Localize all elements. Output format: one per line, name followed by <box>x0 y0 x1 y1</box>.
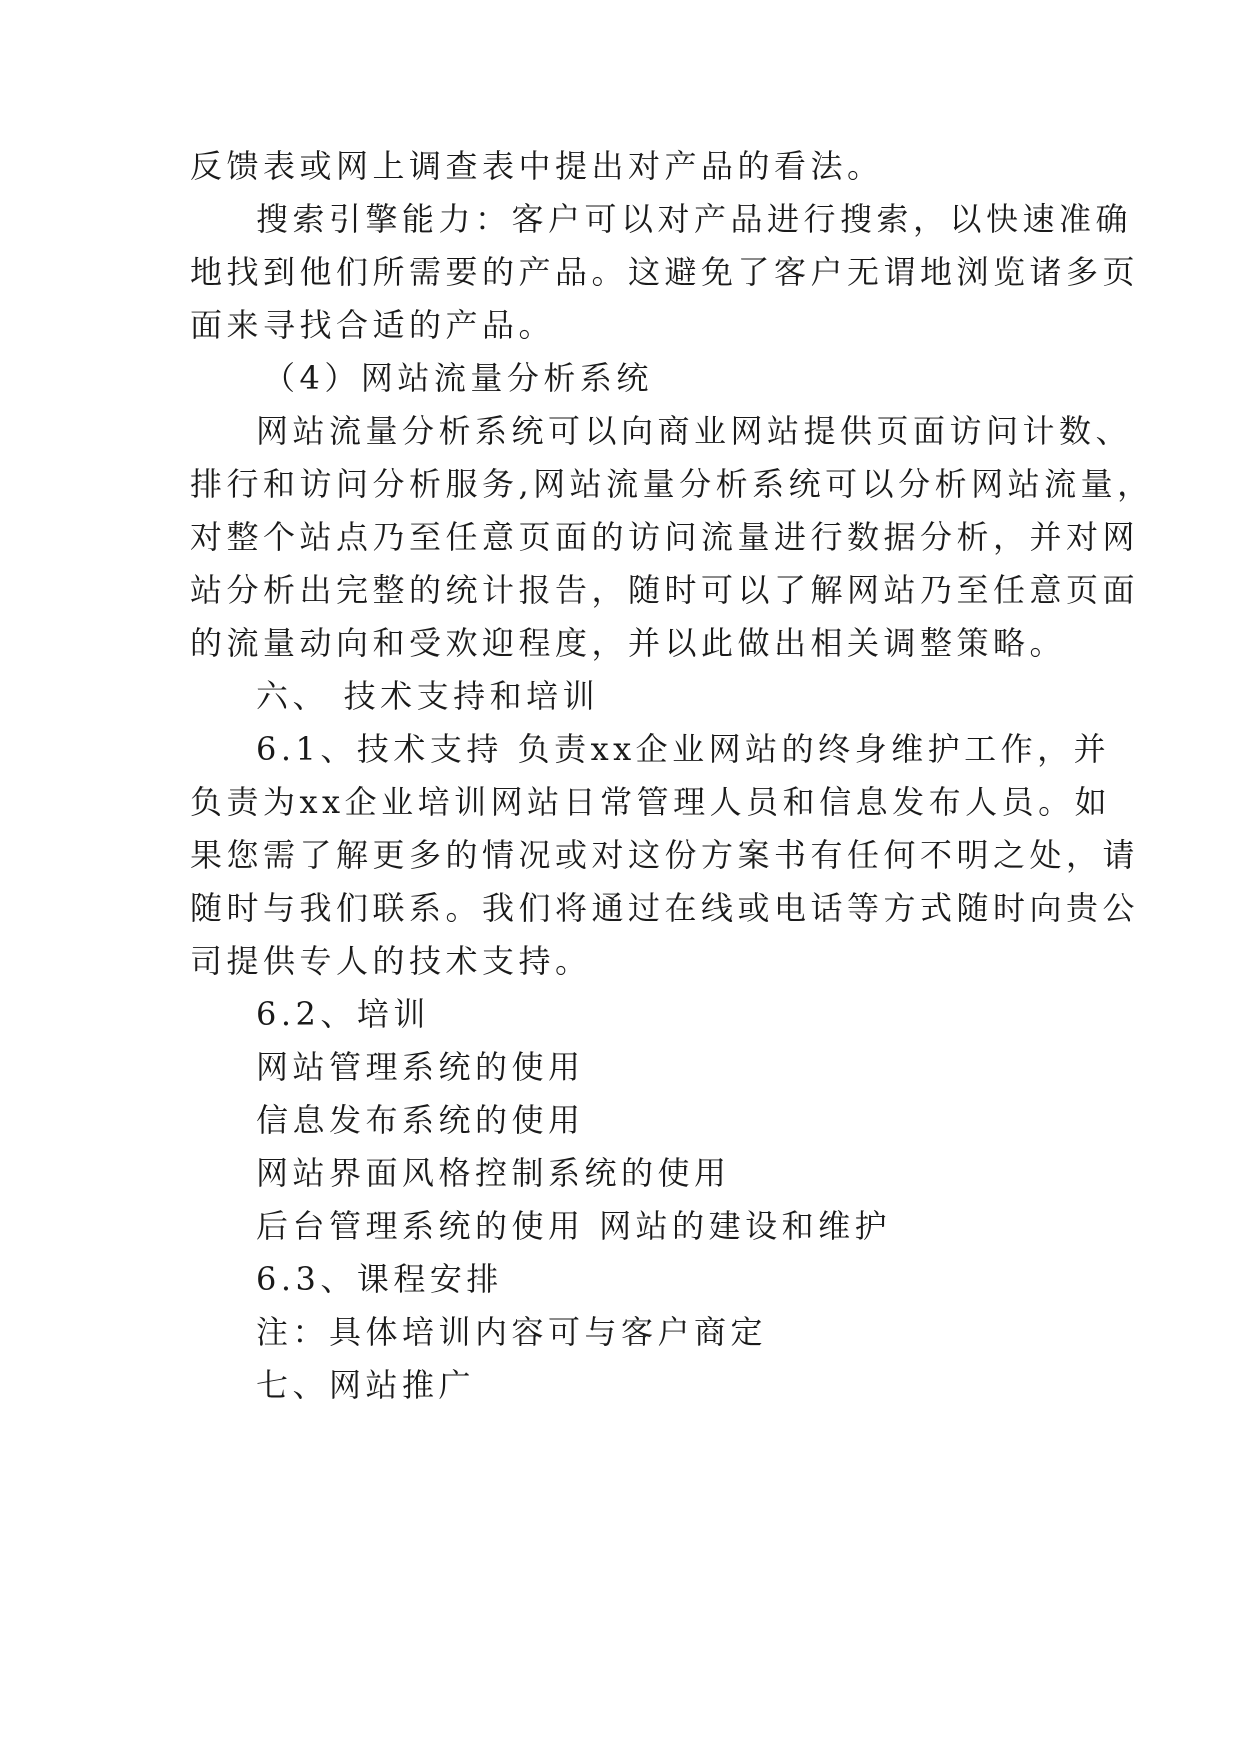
text-line: 网站流量分析系统可以向商业网站提供页面访问计数、 <box>256 412 1133 450</box>
note-line: 注：具体培训内容可与客户商定 <box>256 1313 768 1351</box>
list-item: 网站界面风格控制系统的使用 <box>256 1154 731 1192</box>
section-heading: 六、 技术支持和培训 <box>256 677 600 715</box>
text-line: 的流量动向和受欢迎程度，并以此做出相关调整策略。 <box>190 624 1067 662</box>
text-line: 反馈表或网上调查表中提出对产品的看法。 <box>190 147 884 185</box>
section-heading: 七、网站推广 <box>256 1366 476 1404</box>
text-line: 果您需了解更多的情况或对这份方案书有任何不明之处，请 <box>190 836 1140 874</box>
section-heading: （4）网站流量分析系统 <box>263 359 653 397</box>
subsection-heading: 6.2、培训 <box>256 995 430 1033</box>
text-line: 站分析出完整的统计报告，随时可以了解网站乃至任意页面 <box>190 571 1140 609</box>
text-line: 负责为xx企业培训网站日常管理人员和信息发布人员。如 <box>190 783 1112 821</box>
text-line: 面来寻找合适的产品。 <box>190 306 556 344</box>
text-line: 6.1、技术支持 负责xx企业网站的终身维护工作，并 <box>256 730 1111 768</box>
list-item: 网站管理系统的使用 <box>256 1048 585 1086</box>
list-item: 后台管理系统的使用 网站的建设和维护 <box>256 1207 892 1245</box>
text-line: 随时与我们联系。我们将通过在线或电话等方式随时向贵公 <box>190 889 1140 927</box>
text-line: 司提供专人的技术支持。 <box>190 942 592 980</box>
list-item: 信息发布系统的使用 <box>256 1101 585 1139</box>
text-line: 对整个站点乃至任意页面的访问流量进行数据分析，并对网 <box>190 518 1140 556</box>
subsection-heading: 6.3、课程安排 <box>256 1260 503 1298</box>
text-line: 排行和访问分析服务,网站流量分析系统可以分析网站流量， <box>190 465 1154 503</box>
text-line: 地找到他们所需要的产品。这避免了客户无谓地浏览诸多页 <box>190 253 1140 291</box>
text-line: 搜索引擎能力：客户可以对产品进行搜索，以快速准确 <box>256 200 1133 238</box>
